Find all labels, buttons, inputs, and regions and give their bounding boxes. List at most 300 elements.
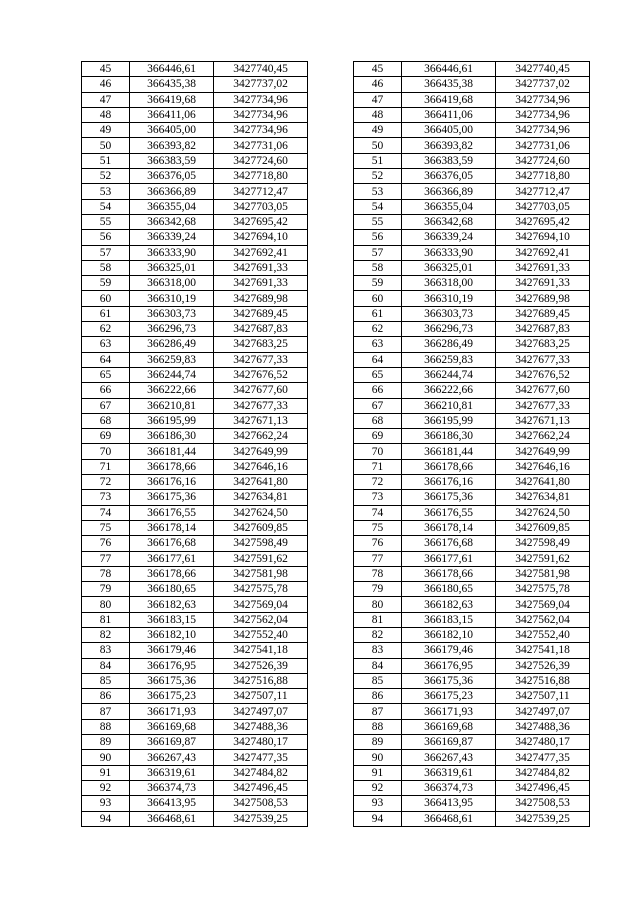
left-point-number-cell: 87 bbox=[82, 704, 130, 719]
right-x-coordinate-cell: 366376,05 bbox=[402, 169, 496, 184]
column-gap bbox=[308, 582, 354, 597]
column-gap bbox=[308, 551, 354, 566]
table-row bbox=[82, 230, 590, 245]
right-x-coordinate-cell: 366318,00 bbox=[402, 276, 496, 291]
right-x-coordinate-cell: 366325,01 bbox=[402, 260, 496, 275]
column-gap bbox=[308, 429, 354, 444]
left-y-coordinate-cell: 3427691,33 bbox=[214, 276, 308, 291]
right-y-coordinate-cell: 3427646,16 bbox=[496, 459, 590, 474]
left-y-coordinate-cell: 3427718,80 bbox=[214, 169, 308, 184]
left-x-coordinate-cell: 366318,00 bbox=[130, 276, 214, 291]
left-x-coordinate-cell: 366286,49 bbox=[130, 337, 214, 352]
right-x-coordinate-cell: 366342,68 bbox=[402, 214, 496, 229]
left-y-coordinate-cell: 3427634,81 bbox=[214, 490, 308, 505]
left-y-coordinate-cell: 3427724,60 bbox=[214, 153, 308, 168]
right-y-coordinate-cell: 3427591,62 bbox=[496, 551, 590, 566]
right-point-number-cell: 71 bbox=[354, 459, 402, 474]
right-point-number-cell: 73 bbox=[354, 490, 402, 505]
table-row bbox=[82, 643, 590, 658]
right-point-number-cell: 56 bbox=[354, 230, 402, 245]
table-row bbox=[82, 260, 590, 275]
right-point-number-cell: 57 bbox=[354, 245, 402, 260]
right-x-coordinate-cell: 366176,95 bbox=[402, 658, 496, 673]
right-y-coordinate-cell: 3427507,11 bbox=[496, 689, 590, 704]
left-point-number-cell: 73 bbox=[82, 490, 130, 505]
left-y-coordinate-cell: 3427649,99 bbox=[214, 444, 308, 459]
left-point-number-cell: 69 bbox=[82, 429, 130, 444]
right-y-coordinate-cell: 3427731,06 bbox=[496, 138, 590, 153]
right-x-coordinate-cell: 366180,65 bbox=[402, 582, 496, 597]
column-gap bbox=[308, 367, 354, 382]
table-row bbox=[82, 398, 590, 413]
table-row bbox=[82, 444, 590, 459]
column-gap bbox=[308, 597, 354, 612]
column-gap bbox=[308, 276, 354, 291]
table-row bbox=[82, 505, 590, 520]
right-x-coordinate-cell: 366419,68 bbox=[402, 92, 496, 107]
table-row bbox=[82, 352, 590, 367]
right-x-coordinate-cell: 366175,23 bbox=[402, 689, 496, 704]
right-x-coordinate-cell: 366446,61 bbox=[402, 62, 496, 77]
left-x-coordinate-cell: 366176,16 bbox=[130, 475, 214, 490]
column-gap bbox=[308, 490, 354, 505]
left-point-number-cell: 61 bbox=[82, 306, 130, 321]
left-x-coordinate-cell: 366169,87 bbox=[130, 735, 214, 750]
right-x-coordinate-cell: 366435,38 bbox=[402, 77, 496, 92]
left-y-coordinate-cell: 3427598,49 bbox=[214, 536, 308, 551]
table-row bbox=[82, 153, 590, 168]
left-y-coordinate-cell: 3427497,07 bbox=[214, 704, 308, 719]
right-x-coordinate-cell: 366179,46 bbox=[402, 643, 496, 658]
left-y-coordinate-cell: 3427734,96 bbox=[214, 123, 308, 138]
right-point-number-cell: 92 bbox=[354, 780, 402, 795]
right-x-coordinate-cell: 366169,68 bbox=[402, 719, 496, 734]
right-point-number-cell: 83 bbox=[354, 643, 402, 658]
column-gap bbox=[308, 153, 354, 168]
table-row bbox=[82, 612, 590, 627]
right-y-coordinate-cell: 3427526,39 bbox=[496, 658, 590, 673]
right-x-coordinate-cell: 366355,04 bbox=[402, 199, 496, 214]
table-row bbox=[82, 214, 590, 229]
left-x-coordinate-cell: 366376,05 bbox=[130, 169, 214, 184]
left-y-coordinate-cell: 3427575,78 bbox=[214, 582, 308, 597]
left-point-number-cell: 55 bbox=[82, 214, 130, 229]
right-point-number-cell: 47 bbox=[354, 92, 402, 107]
right-point-number-cell: 60 bbox=[354, 291, 402, 306]
left-y-coordinate-cell: 3427694,10 bbox=[214, 230, 308, 245]
right-y-coordinate-cell: 3427677,33 bbox=[496, 398, 590, 413]
left-point-number-cell: 58 bbox=[82, 260, 130, 275]
left-point-number-cell: 46 bbox=[82, 77, 130, 92]
left-y-coordinate-cell: 3427712,47 bbox=[214, 184, 308, 199]
right-y-coordinate-cell: 3427734,96 bbox=[496, 123, 590, 138]
table-row bbox=[82, 92, 590, 107]
column-gap bbox=[308, 780, 354, 795]
right-x-coordinate-cell: 366468,61 bbox=[402, 811, 496, 826]
left-x-coordinate-cell: 366339,24 bbox=[130, 230, 214, 245]
right-y-coordinate-cell: 3427497,07 bbox=[496, 704, 590, 719]
left-x-coordinate-cell: 366181,44 bbox=[130, 444, 214, 459]
right-x-coordinate-cell: 366210,81 bbox=[402, 398, 496, 413]
right-point-number-cell: 85 bbox=[354, 673, 402, 688]
left-y-coordinate-cell: 3427683,25 bbox=[214, 337, 308, 352]
left-x-coordinate-cell: 366259,83 bbox=[130, 352, 214, 367]
right-x-coordinate-cell: 366244,74 bbox=[402, 367, 496, 382]
right-x-coordinate-cell: 366413,95 bbox=[402, 796, 496, 811]
table-row bbox=[82, 199, 590, 214]
table-row bbox=[82, 520, 590, 535]
right-y-coordinate-cell: 3427575,78 bbox=[496, 582, 590, 597]
right-x-coordinate-cell: 366195,99 bbox=[402, 413, 496, 428]
right-point-number-cell: 87 bbox=[354, 704, 402, 719]
right-x-coordinate-cell: 366182,10 bbox=[402, 627, 496, 642]
column-gap bbox=[308, 77, 354, 92]
left-x-coordinate-cell: 366182,63 bbox=[130, 597, 214, 612]
right-y-coordinate-cell: 3427480,17 bbox=[496, 735, 590, 750]
table-row bbox=[82, 551, 590, 566]
right-x-coordinate-cell: 366186,30 bbox=[402, 429, 496, 444]
left-x-coordinate-cell: 366175,23 bbox=[130, 689, 214, 704]
left-x-coordinate-cell: 366296,73 bbox=[130, 322, 214, 337]
column-gap bbox=[308, 352, 354, 367]
left-x-coordinate-cell: 366180,65 bbox=[130, 582, 214, 597]
left-point-number-cell: 56 bbox=[82, 230, 130, 245]
table-row bbox=[82, 184, 590, 199]
left-y-coordinate-cell: 3427569,04 bbox=[214, 597, 308, 612]
left-y-coordinate-cell: 3427734,96 bbox=[214, 107, 308, 122]
right-x-coordinate-cell: 366178,66 bbox=[402, 459, 496, 474]
column-gap bbox=[308, 245, 354, 260]
column-gap bbox=[308, 750, 354, 765]
left-x-coordinate-cell: 366186,30 bbox=[130, 429, 214, 444]
right-y-coordinate-cell: 3427718,80 bbox=[496, 169, 590, 184]
left-x-coordinate-cell: 366419,68 bbox=[130, 92, 214, 107]
left-point-number-cell: 67 bbox=[82, 398, 130, 413]
right-y-coordinate-cell: 3427649,99 bbox=[496, 444, 590, 459]
table-row bbox=[82, 306, 590, 321]
table-row bbox=[82, 383, 590, 398]
left-x-coordinate-cell: 366244,74 bbox=[130, 367, 214, 382]
table-row bbox=[82, 123, 590, 138]
left-y-coordinate-cell: 3427737,02 bbox=[214, 77, 308, 92]
table-row bbox=[82, 337, 590, 352]
left-point-number-cell: 57 bbox=[82, 245, 130, 260]
table-row bbox=[82, 138, 590, 153]
table-row bbox=[82, 276, 590, 291]
column-gap bbox=[308, 459, 354, 474]
right-y-coordinate-cell: 3427508,53 bbox=[496, 796, 590, 811]
table-row bbox=[82, 475, 590, 490]
column-gap bbox=[308, 138, 354, 153]
left-y-coordinate-cell: 3427703,05 bbox=[214, 199, 308, 214]
right-x-coordinate-cell: 366405,00 bbox=[402, 123, 496, 138]
right-point-number-cell: 67 bbox=[354, 398, 402, 413]
right-y-coordinate-cell: 3427677,60 bbox=[496, 383, 590, 398]
right-y-coordinate-cell: 3427689,45 bbox=[496, 306, 590, 321]
left-point-number-cell: 47 bbox=[82, 92, 130, 107]
right-x-coordinate-cell: 366176,68 bbox=[402, 536, 496, 551]
left-x-coordinate-cell: 366177,61 bbox=[130, 551, 214, 566]
column-gap bbox=[308, 536, 354, 551]
left-y-coordinate-cell: 3427734,96 bbox=[214, 92, 308, 107]
column-gap bbox=[308, 612, 354, 627]
left-x-coordinate-cell: 366176,95 bbox=[130, 658, 214, 673]
right-y-coordinate-cell: 3427691,33 bbox=[496, 276, 590, 291]
right-x-coordinate-cell: 366303,73 bbox=[402, 306, 496, 321]
left-point-number-cell: 74 bbox=[82, 505, 130, 520]
column-gap bbox=[308, 643, 354, 658]
right-point-number-cell: 51 bbox=[354, 153, 402, 168]
table-row bbox=[82, 536, 590, 551]
right-y-coordinate-cell: 3427624,50 bbox=[496, 505, 590, 520]
left-point-number-cell: 89 bbox=[82, 735, 130, 750]
left-y-coordinate-cell: 3427488,36 bbox=[214, 719, 308, 734]
right-x-coordinate-cell: 366176,55 bbox=[402, 505, 496, 520]
right-y-coordinate-cell: 3427488,36 bbox=[496, 719, 590, 734]
right-x-coordinate-cell: 366183,15 bbox=[402, 612, 496, 627]
left-point-number-cell: 76 bbox=[82, 536, 130, 551]
left-point-number-cell: 45 bbox=[82, 62, 130, 77]
left-point-number-cell: 72 bbox=[82, 475, 130, 490]
left-x-coordinate-cell: 366393,82 bbox=[130, 138, 214, 153]
left-y-coordinate-cell: 3427539,25 bbox=[214, 811, 308, 826]
left-point-number-cell: 93 bbox=[82, 796, 130, 811]
right-point-number-cell: 45 bbox=[354, 62, 402, 77]
right-y-coordinate-cell: 3427734,96 bbox=[496, 92, 590, 107]
right-y-coordinate-cell: 3427634,81 bbox=[496, 490, 590, 505]
left-y-coordinate-cell: 3427496,45 bbox=[214, 780, 308, 795]
left-y-coordinate-cell: 3427677,33 bbox=[214, 352, 308, 367]
left-y-coordinate-cell: 3427695,42 bbox=[214, 214, 308, 229]
left-y-coordinate-cell: 3427677,33 bbox=[214, 398, 308, 413]
left-x-coordinate-cell: 366303,73 bbox=[130, 306, 214, 321]
right-point-number-cell: 74 bbox=[354, 505, 402, 520]
left-point-number-cell: 62 bbox=[82, 322, 130, 337]
right-y-coordinate-cell: 3427695,42 bbox=[496, 214, 590, 229]
left-point-number-cell: 50 bbox=[82, 138, 130, 153]
column-gap bbox=[308, 214, 354, 229]
right-point-number-cell: 50 bbox=[354, 138, 402, 153]
left-y-coordinate-cell: 3427562,04 bbox=[214, 612, 308, 627]
right-point-number-cell: 82 bbox=[354, 627, 402, 642]
left-y-coordinate-cell: 3427689,98 bbox=[214, 291, 308, 306]
right-x-coordinate-cell: 366175,36 bbox=[402, 490, 496, 505]
left-y-coordinate-cell: 3427508,53 bbox=[214, 796, 308, 811]
left-y-coordinate-cell: 3427507,11 bbox=[214, 689, 308, 704]
right-point-number-cell: 62 bbox=[354, 322, 402, 337]
left-point-number-cell: 83 bbox=[82, 643, 130, 658]
right-x-coordinate-cell: 366181,44 bbox=[402, 444, 496, 459]
right-x-coordinate-cell: 366383,59 bbox=[402, 153, 496, 168]
right-point-number-cell: 76 bbox=[354, 536, 402, 551]
column-gap bbox=[308, 811, 354, 826]
right-x-coordinate-cell: 366319,61 bbox=[402, 765, 496, 780]
column-gap bbox=[308, 413, 354, 428]
right-point-number-cell: 94 bbox=[354, 811, 402, 826]
right-x-coordinate-cell: 366411,06 bbox=[402, 107, 496, 122]
left-point-number-cell: 81 bbox=[82, 612, 130, 627]
right-y-coordinate-cell: 3427552,40 bbox=[496, 627, 590, 642]
left-point-number-cell: 64 bbox=[82, 352, 130, 367]
table-row bbox=[82, 673, 590, 688]
left-point-number-cell: 77 bbox=[82, 551, 130, 566]
right-x-coordinate-cell: 366366,89 bbox=[402, 184, 496, 199]
left-y-coordinate-cell: 3427677,60 bbox=[214, 383, 308, 398]
table-row bbox=[82, 780, 590, 795]
column-gap bbox=[308, 62, 354, 77]
left-point-number-cell: 92 bbox=[82, 780, 130, 795]
right-x-coordinate-cell: 366175,36 bbox=[402, 673, 496, 688]
left-x-coordinate-cell: 366267,43 bbox=[130, 750, 214, 765]
left-point-number-cell: 86 bbox=[82, 689, 130, 704]
left-y-coordinate-cell: 3427526,39 bbox=[214, 658, 308, 673]
table-row bbox=[82, 765, 590, 780]
right-y-coordinate-cell: 3427641,80 bbox=[496, 475, 590, 490]
right-y-coordinate-cell: 3427516,88 bbox=[496, 673, 590, 688]
right-y-coordinate-cell: 3427712,47 bbox=[496, 184, 590, 199]
left-point-number-cell: 71 bbox=[82, 459, 130, 474]
right-y-coordinate-cell: 3427496,45 bbox=[496, 780, 590, 795]
right-point-number-cell: 55 bbox=[354, 214, 402, 229]
right-point-number-cell: 48 bbox=[354, 107, 402, 122]
column-gap bbox=[308, 199, 354, 214]
right-point-number-cell: 54 bbox=[354, 199, 402, 214]
left-x-coordinate-cell: 366175,36 bbox=[130, 673, 214, 688]
right-y-coordinate-cell: 3427691,33 bbox=[496, 260, 590, 275]
column-gap bbox=[308, 520, 354, 535]
column-gap bbox=[308, 475, 354, 490]
right-point-number-cell: 93 bbox=[354, 796, 402, 811]
table-row bbox=[82, 413, 590, 428]
table-row bbox=[82, 459, 590, 474]
column-gap bbox=[308, 704, 354, 719]
right-y-coordinate-cell: 3427477,35 bbox=[496, 750, 590, 765]
left-x-coordinate-cell: 366310,19 bbox=[130, 291, 214, 306]
left-x-coordinate-cell: 366411,06 bbox=[130, 107, 214, 122]
table-row bbox=[82, 689, 590, 704]
left-point-number-cell: 70 bbox=[82, 444, 130, 459]
column-gap bbox=[308, 383, 354, 398]
column-gap bbox=[308, 184, 354, 199]
left-point-number-cell: 51 bbox=[82, 153, 130, 168]
table-row bbox=[82, 796, 590, 811]
coordinates-table bbox=[81, 61, 590, 827]
left-x-coordinate-cell: 366405,00 bbox=[130, 123, 214, 138]
table-row bbox=[82, 169, 590, 184]
left-x-coordinate-cell: 366342,68 bbox=[130, 214, 214, 229]
left-y-coordinate-cell: 3427552,40 bbox=[214, 627, 308, 642]
right-point-number-cell: 58 bbox=[354, 260, 402, 275]
right-point-number-cell: 63 bbox=[354, 337, 402, 352]
right-point-number-cell: 86 bbox=[354, 689, 402, 704]
table-row bbox=[82, 704, 590, 719]
left-y-coordinate-cell: 3427692,41 bbox=[214, 245, 308, 260]
left-y-coordinate-cell: 3427516,88 bbox=[214, 673, 308, 688]
column-gap bbox=[308, 260, 354, 275]
right-y-coordinate-cell: 3427692,41 bbox=[496, 245, 590, 260]
left-y-coordinate-cell: 3427689,45 bbox=[214, 306, 308, 321]
left-point-number-cell: 53 bbox=[82, 184, 130, 199]
right-y-coordinate-cell: 3427737,02 bbox=[496, 77, 590, 92]
left-point-number-cell: 80 bbox=[82, 597, 130, 612]
right-point-number-cell: 46 bbox=[354, 77, 402, 92]
right-x-coordinate-cell: 366333,90 bbox=[402, 245, 496, 260]
left-x-coordinate-cell: 366182,10 bbox=[130, 627, 214, 642]
column-gap bbox=[308, 765, 354, 780]
left-point-number-cell: 94 bbox=[82, 811, 130, 826]
right-point-number-cell: 53 bbox=[354, 184, 402, 199]
table-row bbox=[82, 582, 590, 597]
left-point-number-cell: 79 bbox=[82, 582, 130, 597]
right-y-coordinate-cell: 3427683,25 bbox=[496, 337, 590, 352]
left-point-number-cell: 82 bbox=[82, 627, 130, 642]
column-gap bbox=[308, 444, 354, 459]
column-gap bbox=[308, 689, 354, 704]
left-y-coordinate-cell: 3427484,82 bbox=[214, 765, 308, 780]
left-point-number-cell: 54 bbox=[82, 199, 130, 214]
right-x-coordinate-cell: 366171,93 bbox=[402, 704, 496, 719]
right-y-coordinate-cell: 3427541,18 bbox=[496, 643, 590, 658]
right-point-number-cell: 89 bbox=[354, 735, 402, 750]
left-y-coordinate-cell: 3427731,06 bbox=[214, 138, 308, 153]
left-point-number-cell: 68 bbox=[82, 413, 130, 428]
right-y-coordinate-cell: 3427581,98 bbox=[496, 566, 590, 581]
column-gap bbox=[308, 92, 354, 107]
right-y-coordinate-cell: 3427689,98 bbox=[496, 291, 590, 306]
right-x-coordinate-cell: 366169,87 bbox=[402, 735, 496, 750]
left-point-number-cell: 78 bbox=[82, 566, 130, 581]
table-row bbox=[82, 566, 590, 581]
column-gap bbox=[308, 123, 354, 138]
right-point-number-cell: 75 bbox=[354, 520, 402, 535]
table-row bbox=[82, 77, 590, 92]
right-y-coordinate-cell: 3427539,25 bbox=[496, 811, 590, 826]
left-x-coordinate-cell: 366355,04 bbox=[130, 199, 214, 214]
left-x-coordinate-cell: 366169,68 bbox=[130, 719, 214, 734]
right-point-number-cell: 70 bbox=[354, 444, 402, 459]
table-row bbox=[82, 367, 590, 382]
left-point-number-cell: 90 bbox=[82, 750, 130, 765]
left-point-number-cell: 60 bbox=[82, 291, 130, 306]
right-point-number-cell: 78 bbox=[354, 566, 402, 581]
left-x-coordinate-cell: 366183,15 bbox=[130, 612, 214, 627]
right-x-coordinate-cell: 366339,24 bbox=[402, 230, 496, 245]
right-point-number-cell: 91 bbox=[354, 765, 402, 780]
right-point-number-cell: 84 bbox=[354, 658, 402, 673]
left-x-coordinate-cell: 366210,81 bbox=[130, 398, 214, 413]
left-x-coordinate-cell: 366179,46 bbox=[130, 643, 214, 658]
left-x-coordinate-cell: 366178,14 bbox=[130, 520, 214, 535]
left-y-coordinate-cell: 3427662,24 bbox=[214, 429, 308, 444]
left-x-coordinate-cell: 366176,68 bbox=[130, 536, 214, 551]
right-y-coordinate-cell: 3427569,04 bbox=[496, 597, 590, 612]
column-gap bbox=[308, 719, 354, 734]
table-row bbox=[82, 429, 590, 444]
right-point-number-cell: 90 bbox=[354, 750, 402, 765]
left-y-coordinate-cell: 3427609,85 bbox=[214, 520, 308, 535]
column-gap bbox=[308, 735, 354, 750]
right-x-coordinate-cell: 366178,66 bbox=[402, 566, 496, 581]
coordinates-table-body bbox=[82, 62, 590, 827]
right-point-number-cell: 49 bbox=[354, 123, 402, 138]
left-x-coordinate-cell: 366319,61 bbox=[130, 765, 214, 780]
right-point-number-cell: 77 bbox=[354, 551, 402, 566]
right-y-coordinate-cell: 3427703,05 bbox=[496, 199, 590, 214]
right-point-number-cell: 88 bbox=[354, 719, 402, 734]
right-y-coordinate-cell: 3427687,83 bbox=[496, 322, 590, 337]
column-gap bbox=[308, 673, 354, 688]
right-point-number-cell: 52 bbox=[354, 169, 402, 184]
